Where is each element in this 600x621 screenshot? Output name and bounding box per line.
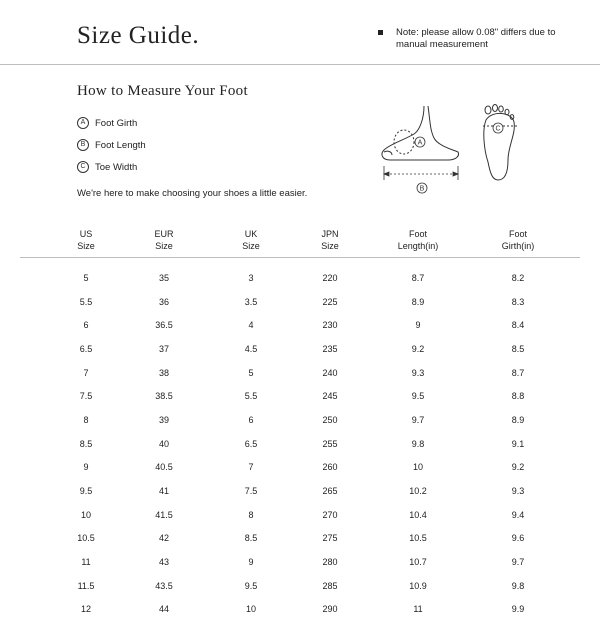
table-cell: 6 xyxy=(83,320,89,331)
table-cell: 250 xyxy=(322,414,338,425)
table-cell: 10 xyxy=(412,462,423,473)
table-cell: 290 xyxy=(322,604,338,615)
label-b-text: B xyxy=(419,185,425,193)
table-cell: 285 xyxy=(322,580,338,591)
table-cell: 7 xyxy=(248,462,254,473)
table-cell: 8.5 xyxy=(79,438,93,449)
measure-title: How to Measure Your Foot xyxy=(77,83,248,99)
measure-item-foot-girth xyxy=(77,117,137,129)
table-cell: 44 xyxy=(158,604,169,615)
table-header-row xyxy=(56,224,570,256)
table-cell: 43.5 xyxy=(155,580,173,591)
table-cell: 6.5 xyxy=(244,438,258,449)
table-cell: 3.5 xyxy=(244,296,258,307)
table-cell: 7.5 xyxy=(244,486,258,497)
table-row xyxy=(56,384,570,408)
table-cell: 270 xyxy=(322,509,338,520)
foot-side-icon xyxy=(382,106,459,160)
circle-letter-c-icon: C xyxy=(77,161,89,173)
table-cell: 9 xyxy=(83,462,89,473)
table-cell: 11 xyxy=(81,557,91,568)
table-row xyxy=(56,574,570,598)
measurement-note xyxy=(378,27,578,51)
table-cell: 8.9 xyxy=(411,296,425,307)
table-cell: 36 xyxy=(158,296,169,307)
circle-letter-a-icon: A xyxy=(77,117,89,129)
header-eur-size: EUR Size xyxy=(154,229,174,251)
table-cell: 3 xyxy=(248,272,254,283)
table-cell: 260 xyxy=(322,462,338,473)
table-cell: 5 xyxy=(83,272,89,283)
table-cell: 41.5 xyxy=(155,509,173,520)
table-row xyxy=(56,479,570,503)
size-table xyxy=(56,224,570,621)
table-row xyxy=(56,550,570,574)
table-cell: 8.3 xyxy=(511,296,525,307)
header-foot-length: Foot Length(in) xyxy=(397,229,439,251)
table-cell: 10.5 xyxy=(77,533,95,544)
table-cell: 9.4 xyxy=(511,509,525,520)
table-cell: 8.2 xyxy=(511,272,525,283)
table-cell: 5 xyxy=(248,367,254,378)
table-row xyxy=(56,290,570,314)
page-title: Size Guide. xyxy=(77,22,200,49)
label-c-text: C xyxy=(495,125,501,133)
table-cell: 35 xyxy=(158,272,169,283)
table-cell: 10.7 xyxy=(409,557,427,568)
table-cell: 255 xyxy=(322,438,338,449)
table-cell: 9.9 xyxy=(511,604,525,615)
table-cell: 10.2 xyxy=(409,486,427,497)
measure-item-label: Foot Girth xyxy=(95,117,138,129)
table-cell: 6 xyxy=(248,414,254,425)
table-cell: 10 xyxy=(80,509,91,520)
table-cell: 38 xyxy=(158,367,169,378)
table-cell: 10.4 xyxy=(409,509,427,520)
table-row xyxy=(56,266,570,290)
table-cell: 230 xyxy=(322,320,338,331)
table-cell: 8.5 xyxy=(244,533,258,544)
table-cell: 225 xyxy=(322,296,338,307)
table-cell: 41 xyxy=(158,486,169,497)
table-cell: 8.7 xyxy=(511,367,525,378)
measure-item-label: Toe Width xyxy=(95,161,138,173)
table-cell: 40.5 xyxy=(155,462,173,473)
table-cell: 11 xyxy=(413,604,423,615)
table-cell: 43 xyxy=(158,557,169,568)
table-cell: 275 xyxy=(322,533,338,544)
table-cell: 9.1 xyxy=(511,438,525,449)
table-cell: 9.3 xyxy=(411,367,425,378)
table-cell: 9.6 xyxy=(511,533,525,544)
table-cell: 9.8 xyxy=(411,438,425,449)
table-row xyxy=(56,313,570,337)
table-cell: 8 xyxy=(83,414,89,425)
table-cell: 8.7 xyxy=(411,272,425,283)
table-cell: 38.5 xyxy=(155,391,173,402)
table-cell: 265 xyxy=(322,486,338,497)
table-cell: 6.5 xyxy=(79,343,93,354)
table-cell: 8.8 xyxy=(511,391,525,402)
circle-letter-b-icon: B xyxy=(77,139,89,151)
length-arrow-icon xyxy=(384,166,458,180)
table-cell: 9.5 xyxy=(411,391,425,402)
table-cell: 9.5 xyxy=(79,486,93,497)
table-cell: 9.7 xyxy=(511,557,525,568)
table-cell: 220 xyxy=(322,272,338,283)
table-cell: 37 xyxy=(158,343,169,354)
table-cell: 9.7 xyxy=(411,414,425,425)
table-cell: 10 xyxy=(245,604,256,615)
table-cell: 9.2 xyxy=(511,462,525,473)
table-cell: 36.5 xyxy=(155,320,173,331)
table-cell: 9.5 xyxy=(244,580,258,591)
table-cell: 10.5 xyxy=(409,533,427,544)
table-cell: 5.5 xyxy=(244,391,258,402)
table-cell: 8.9 xyxy=(511,414,525,425)
table-row xyxy=(56,432,570,456)
bullet-icon xyxy=(378,30,383,35)
table-cell: 7 xyxy=(83,367,89,378)
table-cell: 39 xyxy=(158,414,169,425)
table-cell: 5.5 xyxy=(79,296,93,307)
note-text: Note: please allow 0.08" differs due to manual measurement xyxy=(396,27,556,50)
table-cell: 240 xyxy=(322,367,338,378)
table-row xyxy=(56,337,570,361)
table-cell: 235 xyxy=(322,343,338,354)
header-foot-girth: Foot Girth(in) xyxy=(501,229,535,251)
header-us-size: US Size xyxy=(77,229,95,251)
table-cell: 40 xyxy=(158,438,169,449)
table-cell: 9 xyxy=(415,320,421,331)
table-row xyxy=(56,598,570,621)
table-cell: 10.9 xyxy=(409,580,427,591)
foot-measurement-illustration xyxy=(370,100,530,200)
header-jpn-size: JPN Size xyxy=(321,229,339,251)
table-row xyxy=(56,361,570,385)
label-a-text: A xyxy=(417,139,423,147)
table-cell: 8.5 xyxy=(511,343,525,354)
header-divider xyxy=(0,64,600,65)
measure-item-label: Foot Length xyxy=(95,139,146,151)
table-cell: 11.5 xyxy=(77,580,95,591)
tagline: We're here to make choosing your shoes a little easier. xyxy=(77,188,308,199)
table-cell: 4.5 xyxy=(244,343,258,354)
measure-item-foot-length xyxy=(77,139,146,151)
table-row xyxy=(56,527,570,551)
table-cell: 9.8 xyxy=(511,580,525,591)
table-cell: 4 xyxy=(248,320,254,331)
table-cell: 9.2 xyxy=(411,343,425,354)
foot-sole-icon xyxy=(483,105,517,181)
table-cell: 280 xyxy=(322,557,338,568)
table-row xyxy=(56,503,570,527)
table-cell: 9 xyxy=(248,557,254,568)
table-cell: 12 xyxy=(80,604,91,615)
table-cell: 7.5 xyxy=(79,391,93,402)
table-cell: 8.4 xyxy=(511,320,525,331)
measure-item-toe-width xyxy=(77,161,137,173)
table-cell: 245 xyxy=(322,391,338,402)
table-cell: 9.3 xyxy=(511,486,525,497)
table-row xyxy=(56,456,570,480)
header-uk-size: UK Size xyxy=(242,229,260,251)
table-row xyxy=(56,408,570,432)
table-cell: 8 xyxy=(248,509,254,520)
table-cell: 42 xyxy=(158,533,169,544)
